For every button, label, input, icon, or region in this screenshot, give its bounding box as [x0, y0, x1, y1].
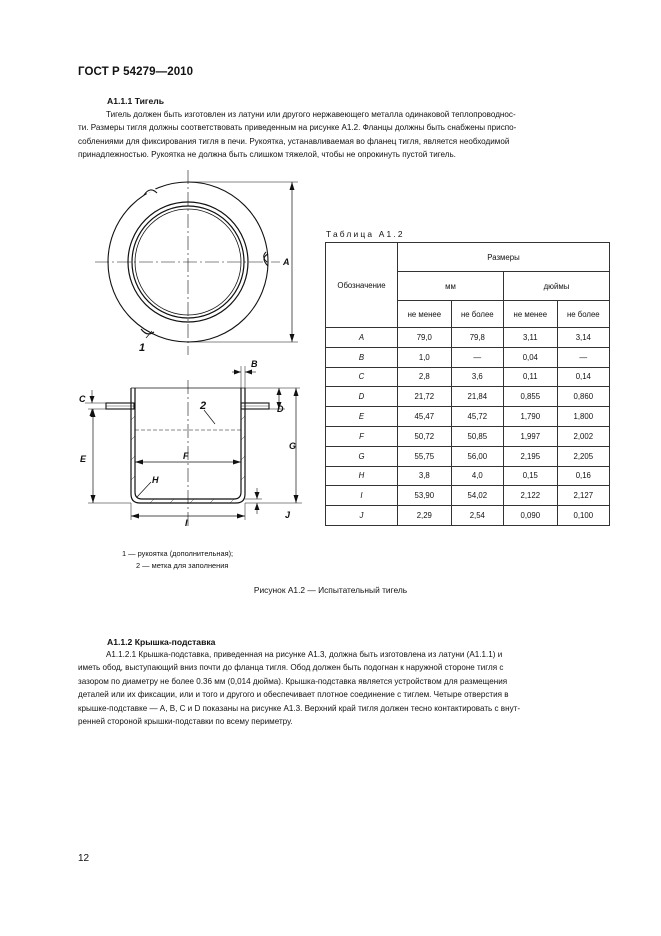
- paragraph-line: деталей или их фиксации, или и того и другого и обеспечивает плотное соединение с тиглем. Четыре отверстия в: [78, 690, 509, 700]
- cell-in-max: 0,100: [557, 506, 609, 526]
- table-row: [326, 506, 610, 526]
- label-item-1: 1: [139, 342, 146, 354]
- cell-in-max: 2,002: [557, 426, 609, 446]
- table-row: [326, 328, 610, 348]
- cell-in-min: 2,195: [503, 446, 557, 466]
- label-E: E: [80, 454, 87, 464]
- label-H: H: [152, 475, 159, 485]
- paragraph-line: ренней стороной крышки-подставки по всему периметру.: [78, 717, 293, 727]
- row-name: A: [326, 328, 398, 348]
- cell-mm-min: 3,8: [398, 466, 452, 486]
- paragraph-line: зазором по диаметру не более 0.36 мм (0,014 дюйма). Крышка-подставка является устройством для размещения: [78, 676, 508, 686]
- cell-in-max: 0,14: [557, 367, 609, 387]
- cell-mm-min: 21,72: [398, 387, 452, 407]
- header-mm-max: не более: [451, 301, 503, 328]
- label-F: F: [183, 451, 189, 461]
- header-in-max: не более: [557, 301, 609, 328]
- label-C: C: [79, 394, 86, 404]
- table-row: [326, 446, 610, 466]
- cell-mm-min: 79,0: [398, 328, 452, 348]
- table-row: [326, 387, 610, 407]
- row-name: J: [326, 506, 398, 526]
- header-in-min: не менее: [503, 301, 557, 328]
- cell-mm-max: 54,02: [451, 486, 503, 506]
- paragraph-line: Тигель должен быть изготовлен из латуни или другого нержавеющего металла одинаковой теплопроводнос-: [106, 110, 516, 119]
- cell-mm-min: 45,47: [398, 407, 452, 427]
- cell-in-min: 0,15: [503, 466, 557, 486]
- table-row: [326, 466, 610, 486]
- cell-in-max: 0,16: [557, 466, 609, 486]
- legend-item-2: 2 — метка для заполнения: [136, 561, 229, 570]
- header-designation: Обозначение: [326, 243, 398, 328]
- cell-in-min: 0,855: [503, 387, 557, 407]
- section-lid-paragraph: [78, 648, 614, 728]
- row-name: I: [326, 486, 398, 506]
- cell-in-max: 1,800: [557, 407, 609, 427]
- section-title-lid: А1.1.2 Крышка-подставка: [107, 637, 216, 647]
- cell-in-min: 1,997: [503, 426, 557, 446]
- table-row: [326, 407, 610, 427]
- cell-mm-max: 79,8: [451, 328, 503, 348]
- cell-mm-max: 45,72: [451, 407, 503, 427]
- label-J: J: [285, 510, 291, 520]
- paragraph-line: иметь обод, выступающий вниз почти до фланца тигля. Обод должен быть подогнан к наружной стороне тигля с: [78, 663, 504, 673]
- label-D: D: [277, 404, 284, 414]
- document-header: ГОСТ Р 54279—2010: [78, 66, 194, 78]
- header-mm: мм: [398, 272, 504, 301]
- paragraph-line: А1.1.2.1 Крышка-подставка, приведенная на рисунке А1.3, должна быть изготовлена из латуни (А1.1.1) и: [106, 650, 503, 659]
- row-name: G: [326, 446, 398, 466]
- table-caption: Таблица А1.2: [326, 229, 405, 239]
- cell-in-max: —: [557, 347, 609, 367]
- cell-mm-max: —: [451, 347, 503, 367]
- cell-in-min: 0,090: [503, 506, 557, 526]
- header-mm-min: не менее: [398, 301, 452, 328]
- cell-mm-max: 4,0: [451, 466, 503, 486]
- cell-mm-max: 50,85: [451, 426, 503, 446]
- cell-mm-max: 2,54: [451, 506, 503, 526]
- section-title-crucible: А1.1.1 Тигель: [107, 96, 165, 106]
- legend-item-1: 1 — рукоятка (дополнительная);: [122, 549, 234, 558]
- cell-in-max: 0,860: [557, 387, 609, 407]
- paragraph-line: соблениями для фиксирования тигля в печи. Рукоятка, устанавливаемая во фланец тигля, является необходимой: [78, 136, 510, 146]
- cell-mm-min: 2,29: [398, 506, 452, 526]
- table-row: [326, 367, 610, 387]
- cell-in-max: 3,14: [557, 328, 609, 348]
- paragraph-line: крышке-подставке — A, B, C и D показаны на рисунке А1.3. Верхний край тигля должен тесно контактировать с внут-: [78, 703, 521, 713]
- cell-in-min: 2,122: [503, 486, 557, 506]
- cell-mm-min: 2,8: [398, 367, 452, 387]
- row-name: C: [326, 367, 398, 387]
- label-G: G: [289, 441, 297, 451]
- row-name: H: [326, 466, 398, 486]
- paragraph-line: ти. Размеры тигля должны соответствовать приведенным на рисунке А1.2. Фланцы должны быть снабжены приспо-: [78, 123, 517, 133]
- row-name: E: [326, 407, 398, 427]
- label-item-2: 2: [200, 400, 207, 412]
- label-A: A: [283, 257, 290, 267]
- figure-caption: Рисунок А1.2 — Испытательный тигель: [253, 585, 408, 595]
- cell-mm-min: 55,75: [398, 446, 452, 466]
- table-row: [326, 347, 610, 367]
- cell-in-min: 0,04: [503, 347, 557, 367]
- header-inches: дюймы: [503, 272, 609, 301]
- cell-in-max: 2,127: [557, 486, 609, 506]
- row-name: D: [326, 387, 398, 407]
- cell-mm-min: 53,90: [398, 486, 452, 506]
- row-name: B: [326, 347, 398, 367]
- cell-in-max: 2,205: [557, 446, 609, 466]
- page-number: 12: [78, 853, 90, 864]
- cell-mm-min: 50,72: [398, 426, 452, 446]
- paragraph-line: принадлежностью. Рукоятка не должна быть слишком тяжелой, чтобы не опрокинуть пустой тигель.: [78, 150, 456, 160]
- cell-mm-max: 21,84: [451, 387, 503, 407]
- cell-in-min: 0,11: [503, 367, 557, 387]
- cell-mm-max: 56,00: [451, 446, 503, 466]
- row-name: F: [326, 426, 398, 446]
- dimensions-table: [325, 242, 610, 526]
- label-I: I: [185, 518, 188, 528]
- header-sizes: Размеры: [398, 243, 610, 272]
- cell-in-min: 3,11: [503, 328, 557, 348]
- cell-in-min: 1,790: [503, 407, 557, 427]
- table-row: [326, 426, 610, 446]
- cell-mm-max: 3,6: [451, 367, 503, 387]
- cell-mm-min: 1,0: [398, 347, 452, 367]
- table-row: [326, 486, 610, 506]
- label-B: B: [251, 359, 258, 369]
